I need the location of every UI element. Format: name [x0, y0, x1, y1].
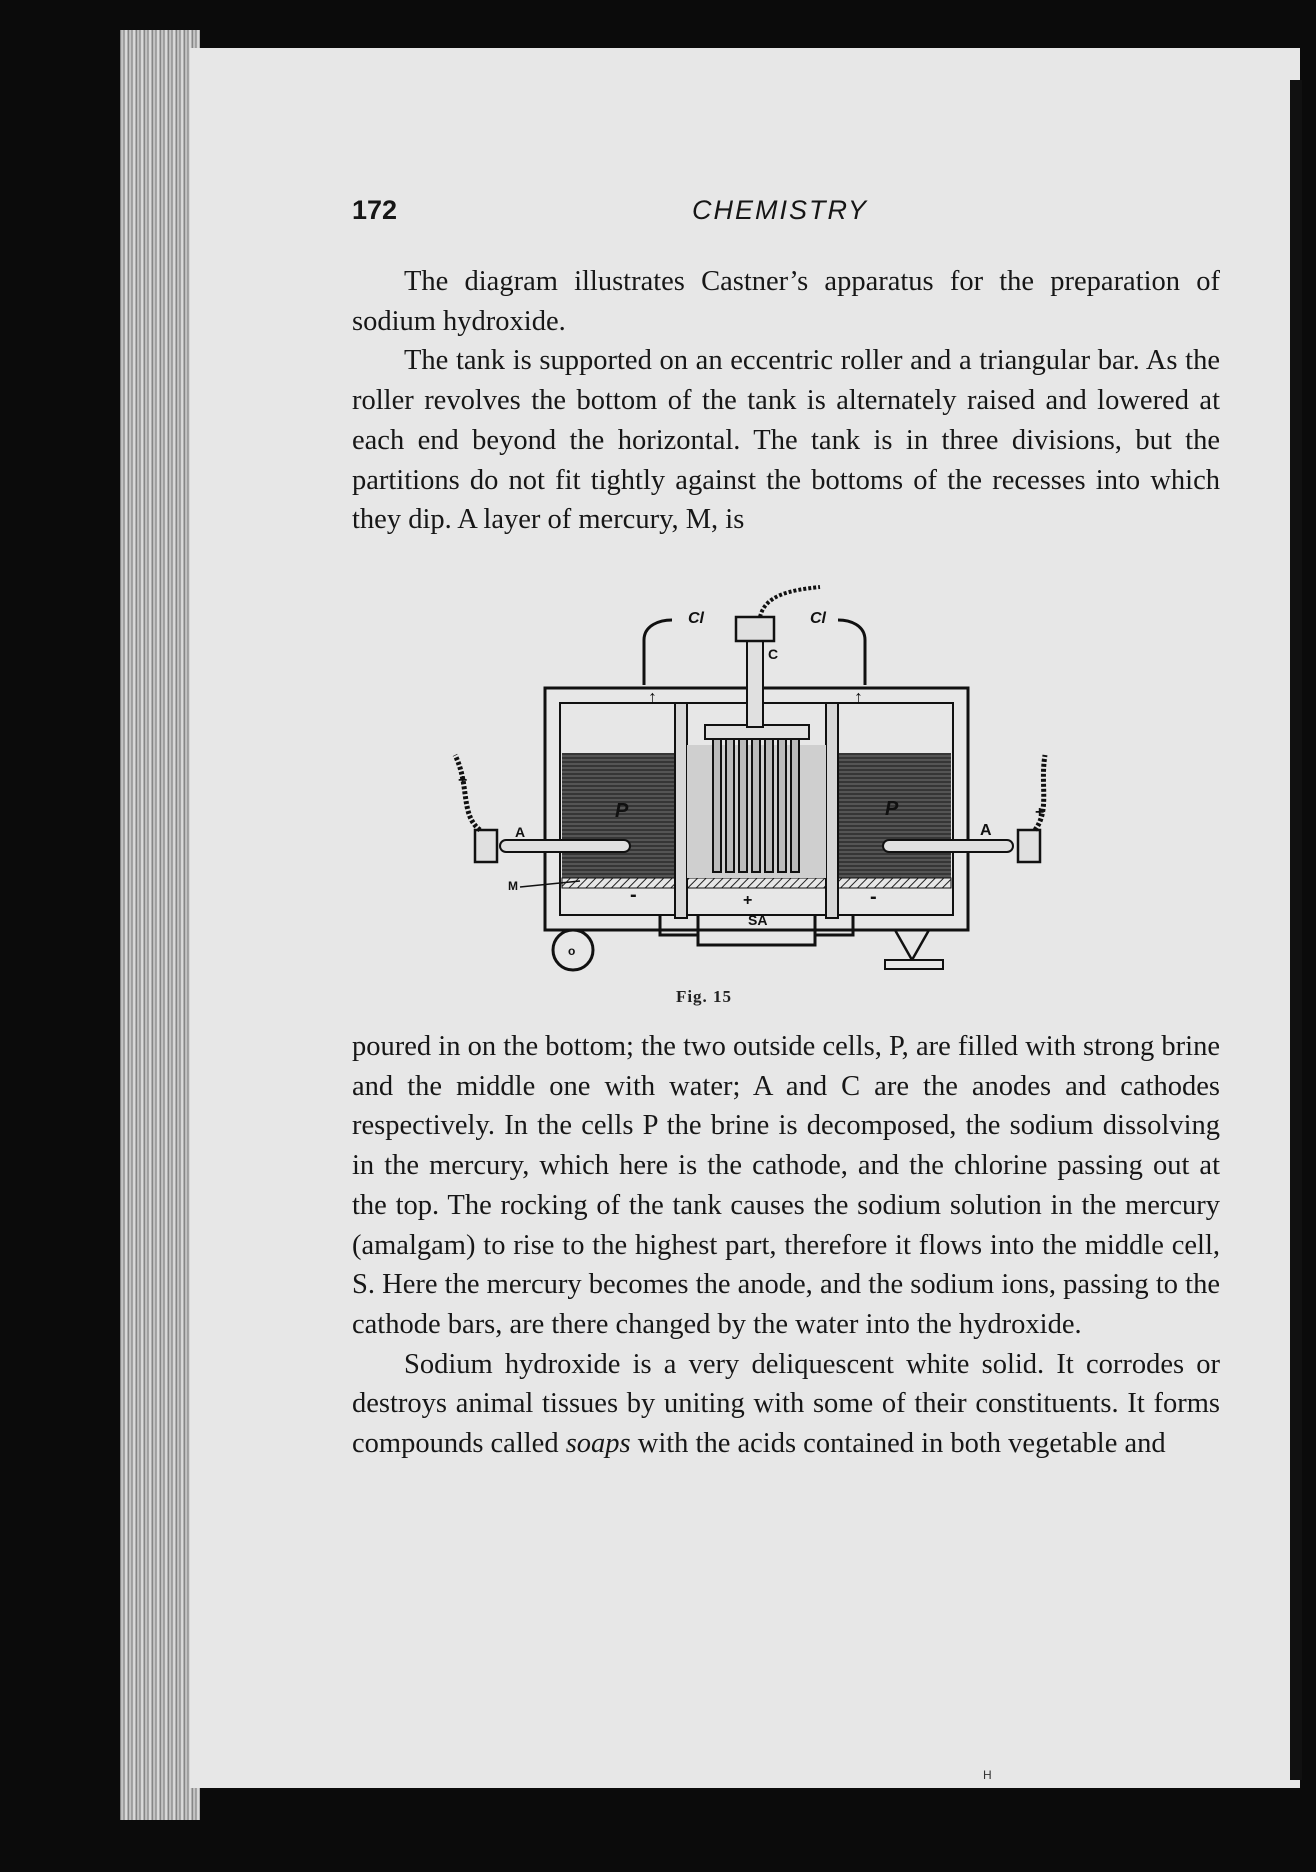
mercury-layer — [562, 878, 951, 888]
paragraph: The diagram illustrates Castner’s apparatus for the preparation of sodium hydroxide. — [352, 266, 1220, 337]
arrow-up-right: ↑ — [854, 687, 863, 707]
label-brine-right: P — [885, 798, 899, 820]
arrow-up-left: ↑ — [648, 687, 657, 707]
anode-bar-left — [500, 840, 630, 852]
partition-left — [675, 703, 687, 918]
text-before-figure — [352, 262, 1220, 540]
label-roller: o — [568, 944, 576, 958]
label-mercury: M — [508, 879, 518, 893]
paragraph: poured in on the bottom; the two outside cells, P, are filled with strong brine and the middle one with water; A and C are the anodes and cathodes respectively. In the cells P the brine is decomposed, the sodium dissolving in the mercury, which here is the cathode, and the chlorine passing out at the top. The rocking of the tank causes the sodium solution in the mercury (amalgam) to rise to the highest part, therefore it flows into the middle cell, S. Here the mercury becomes the anode, and the sodium ions, passing to the cathode bars, are there changed by the water into the hydroxide. — [352, 1031, 1220, 1340]
paragraph: The tank is supported on an eccentric roller and a triangular bar. As the roller revolves the bottom of the tank is alternately raised and lowered at each end beyond the horizontal. The tank is in three divisions, but the partitions do not fit tightly against the bottoms of the recesses into which they dip. A layer of mercury, M, is — [352, 345, 1220, 536]
paragraph-text: Sodium hydroxide is a very deliquescent white solid. It corrodes or destroys animal tissues by uniting with some of their constituents. It forms compounds called — [352, 1348, 1220, 1460]
text-after-figure — [352, 1027, 1220, 1464]
partition-right — [826, 703, 838, 918]
apparatus-diagram — [430, 585, 1050, 985]
anode-bar-right — [883, 840, 1013, 852]
middle-bottom — [698, 925, 815, 945]
paragraph-tail: with the acids contained in both vegetable and — [630, 1428, 1166, 1460]
triangle-base — [885, 960, 943, 969]
triangular-bar — [895, 930, 929, 960]
chlorine-pipe-left — [644, 620, 672, 685]
label-anode-right: A — [980, 822, 992, 839]
label-plus-left: + — [458, 772, 468, 789]
page-number: 172 — [352, 195, 398, 225]
label-cl-right: Cl — [810, 610, 826, 627]
label-cathode: C — [768, 646, 779, 662]
anode-clamp-left — [475, 830, 497, 862]
anode-clamp-right — [1018, 830, 1040, 862]
figure-castner-apparatus — [430, 585, 1050, 1015]
label-plus-right: + — [1035, 804, 1045, 821]
label-minus-left: - — [630, 884, 637, 906]
anode-wire-left — [455, 755, 480, 830]
figure-caption: Fig. 15 — [675, 987, 733, 1006]
scan-mark: H — [983, 1768, 992, 1782]
label-minus-right: - — [870, 886, 877, 908]
label-anode-left: A — [515, 824, 526, 840]
chlorine-pipe-right — [838, 620, 865, 685]
label-sa: SA — [748, 912, 768, 928]
page-gutter — [1290, 80, 1302, 1780]
page-header — [352, 195, 1222, 235]
cathode-stem — [747, 637, 763, 727]
cathode-cap — [736, 617, 774, 641]
label-brine-left: P — [615, 800, 629, 822]
paragraph — [352, 1345, 1220, 1464]
cathode-bars — [713, 739, 799, 872]
running-head: CHEMISTRY — [692, 195, 869, 225]
label-middle-plus: + — [743, 892, 753, 909]
label-cl-left: Cl — [688, 610, 704, 627]
page-edges — [120, 30, 200, 1820]
emphasis-soaps: soaps — [565, 1428, 631, 1460]
